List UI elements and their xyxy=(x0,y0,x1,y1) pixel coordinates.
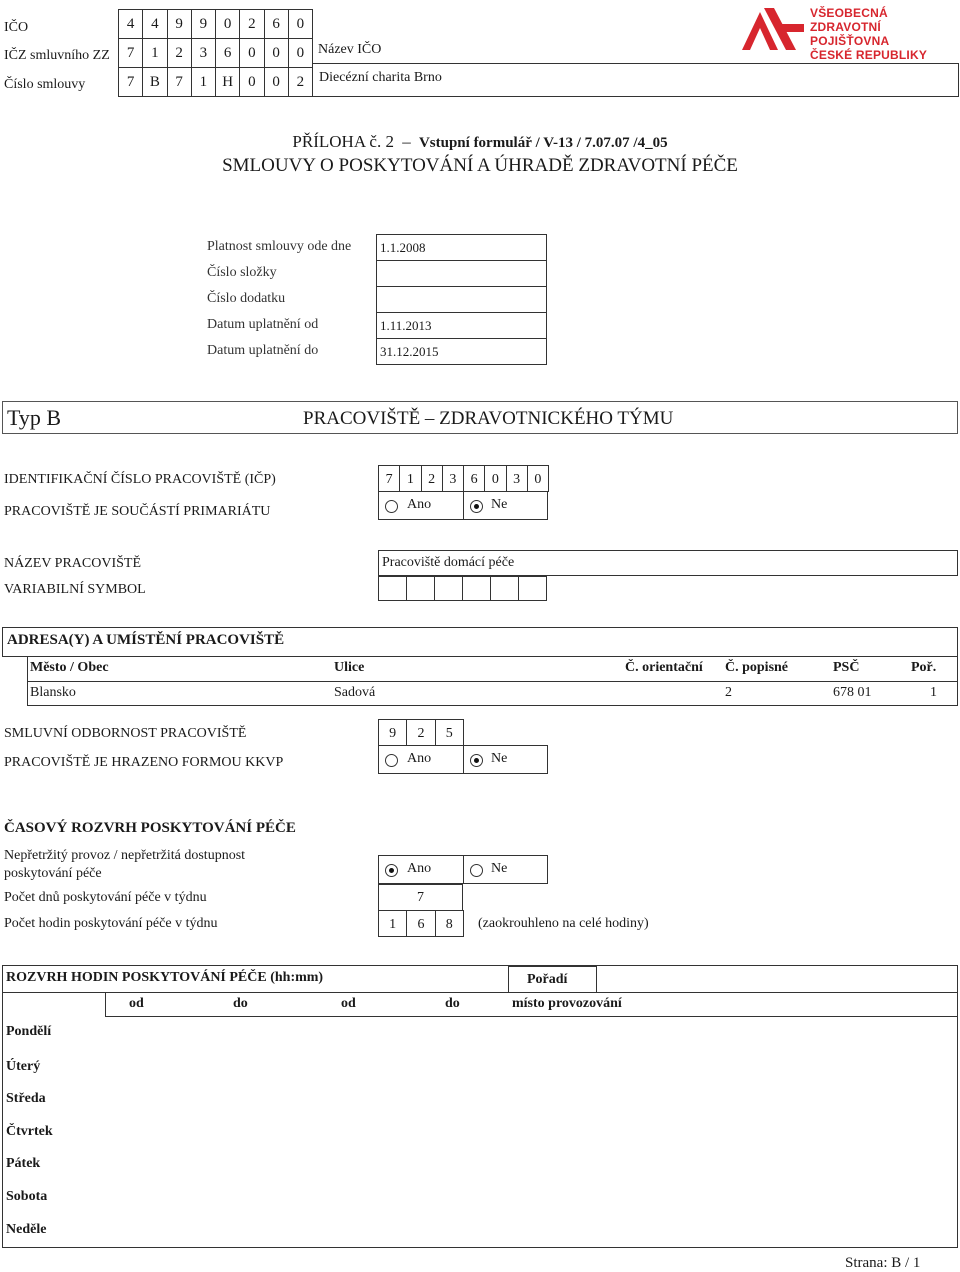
icp-digit[interactable]: 3 xyxy=(442,465,464,492)
smlouva-label: Číslo smlouvy xyxy=(4,77,86,92)
odbornost-digit[interactable]: 5 xyxy=(435,719,464,746)
kkvp-ano-label: Ano xyxy=(407,751,432,766)
odbornost-label: SMLUVNÍ ODBORNOST PRACOVIŠTĚ xyxy=(4,726,247,741)
vzp-logo xyxy=(738,4,960,62)
days-value: 7 xyxy=(417,890,424,905)
address-mesto: Blansko xyxy=(30,685,76,700)
continuous-ne-radio[interactable] xyxy=(470,864,483,877)
hours-table-title: ROZVRH HODIN POSKYTOVÁNÍ PÉČE (hh:mm) xyxy=(6,970,324,985)
logo-line-1: VŠEOBECNÁ xyxy=(810,6,888,20)
nazev-pracoviste-value: Pracoviště domácí péče xyxy=(382,555,515,570)
validity-field[interactable] xyxy=(376,338,547,365)
odbornost-digit[interactable]: 2 xyxy=(406,719,435,746)
validity-field[interactable] xyxy=(376,260,547,287)
address-section xyxy=(2,627,958,657)
type-label: Typ B xyxy=(7,405,62,430)
hours-table xyxy=(2,965,958,1248)
icz-digit[interactable]: 2 xyxy=(167,38,192,68)
hours-table-day: Neděle xyxy=(6,1222,47,1237)
ico-digit[interactable]: 4 xyxy=(142,9,167,39)
hours-table-day: Středa xyxy=(6,1091,46,1106)
kkvp-ano-radio[interactable] xyxy=(385,754,398,767)
hours-digit[interactable]: 6 xyxy=(406,910,435,937)
ico-digit[interactable]: 0 xyxy=(288,9,313,39)
variabilni-symbol-cell[interactable] xyxy=(518,576,547,601)
smlouva-digit[interactable]: 7 xyxy=(167,67,192,97)
ico-digit[interactable]: 9 xyxy=(191,9,216,39)
icz-label: IČZ smluvního ZZ xyxy=(4,48,110,63)
variabilni-symbol-cell[interactable] xyxy=(462,576,491,601)
primariat-ano-label: Ano xyxy=(407,497,432,512)
nazev-pracoviste-label: NÁZEV PRACOVIŠTĚ xyxy=(4,556,142,571)
ico-digit[interactable]: 9 xyxy=(167,9,192,39)
variabilni-symbol-label: VARIABILNÍ SYMBOL xyxy=(4,582,146,597)
smlouva-digit[interactable]: 2 xyxy=(288,67,313,97)
icz-digit[interactable]: 0 xyxy=(264,38,289,68)
hours-table-day: Úterý xyxy=(6,1059,41,1074)
primariat-label: PRACOVIŠTĚ JE SOUČÁSTÍ PRIMARIÁTU xyxy=(4,504,271,519)
address-row[interactable] xyxy=(27,681,958,706)
ico-digit[interactable]: 2 xyxy=(239,9,264,39)
icp-digit[interactable]: 3 xyxy=(506,465,528,492)
hours-label: Počet hodin poskytování péče v týdnu xyxy=(4,916,218,931)
validity-field[interactable] xyxy=(376,312,547,339)
address-col-mesto: Město / Obec xyxy=(30,660,109,675)
address-col-psc: PSČ xyxy=(833,660,860,675)
address-col-popisne: Č. popisné xyxy=(725,660,789,675)
address-ulice: Sadová xyxy=(334,685,376,700)
nazev-ico-field[interactable] xyxy=(312,63,959,96)
hours-table-day: Pátek xyxy=(6,1156,41,1171)
validity-field[interactable] xyxy=(376,286,547,313)
icz-digit[interactable]: 0 xyxy=(288,38,313,68)
hours-col-do-1: do xyxy=(233,996,248,1011)
primariat-ne-label: Ne xyxy=(491,497,508,512)
address-col-orientacni: Č. orientační xyxy=(625,660,703,675)
nazev-pracoviste-field[interactable] xyxy=(378,550,958,576)
address-section-title: ADRESA(Y) A UMÍSTĚNÍ PRACOVIŠTĚ xyxy=(7,632,285,648)
kkvp-label: PRACOVIŠTĚ JE HRAZENO FORMOU KKVP xyxy=(4,755,284,770)
continuous-ano-radio[interactable] xyxy=(385,864,398,877)
validity-label: Platnost smlouvy ode dne xyxy=(207,239,352,254)
variabilni-symbol-cell[interactable] xyxy=(378,576,407,601)
variabilni-symbol-cell[interactable] xyxy=(406,576,435,601)
type-banner xyxy=(2,401,958,434)
kkvp-ne-radio[interactable] xyxy=(470,754,483,767)
icp-digit[interactable]: 7 xyxy=(378,465,400,492)
variabilni-symbol-cell[interactable] xyxy=(434,576,463,601)
validity-value: 31.12.2015 xyxy=(380,344,439,359)
continuous-ano-label: Ano xyxy=(407,861,432,876)
nazev-ico-value: Diecézní charita Brno xyxy=(319,70,442,85)
ico-digit[interactable]: 6 xyxy=(264,9,289,39)
address-poradi: 1 xyxy=(930,685,937,700)
ico-label: IČO xyxy=(4,20,29,35)
validity-value: 1.11.2013 xyxy=(380,318,432,333)
kkvp-choice xyxy=(378,745,548,774)
hours-table-poradi-label: Pořadí xyxy=(527,972,568,987)
hours-col-od-2: od xyxy=(341,996,356,1011)
type-title: PRACOVIŠTĚ – ZDRAVOTNICKÉHO TÝMU xyxy=(303,408,674,429)
icz-digit[interactable]: 6 xyxy=(215,38,240,68)
icz-digit[interactable]: 1 xyxy=(142,38,167,68)
ico-digit[interactable]: 4 xyxy=(118,9,143,39)
hours-table-day: Pondělí xyxy=(6,1024,52,1039)
validity-field[interactable] xyxy=(376,234,547,261)
ico-digit[interactable]: 0 xyxy=(215,9,240,39)
icz-digit[interactable]: 0 xyxy=(239,38,264,68)
icz-digit[interactable]: 7 xyxy=(118,38,143,68)
address-header-row xyxy=(27,656,958,682)
primariat-ano-radio[interactable] xyxy=(385,500,398,513)
validity-label: Číslo dodatku xyxy=(207,291,286,306)
primariat-ne-radio[interactable] xyxy=(470,500,483,513)
smlouva-digit[interactable]: H xyxy=(215,67,240,97)
hours-note: (zaokrouhleno na celé hodiny) xyxy=(478,916,649,931)
odbornost-digit[interactable]: 9 xyxy=(378,719,407,746)
smlouva-digit[interactable]: 0 xyxy=(239,67,264,97)
smlouva-digit[interactable]: 0 xyxy=(264,67,289,97)
smlouva-digit[interactable]: 1 xyxy=(191,67,216,97)
continuous-label-1: Nepřetržitý provoz / nepřetržitá dostupnost xyxy=(4,848,246,863)
logo-line-3: ČESKÉ REPUBLIKY xyxy=(810,48,928,62)
address-col-poradi: Poř. xyxy=(911,660,937,675)
hours-col-do-2: do xyxy=(445,996,460,1011)
address-col-ulice: Ulice xyxy=(334,660,365,675)
icp-digit[interactable]: 0 xyxy=(484,465,506,492)
address-psc: 678 01 xyxy=(833,685,872,700)
smlouva-digit[interactable]: 7 xyxy=(118,67,143,97)
vzp-logo-mark xyxy=(738,4,808,52)
hours-col-od-1: od xyxy=(129,996,144,1011)
address-popisne: 2 xyxy=(725,685,732,700)
page-number: Strana: B / 1 xyxy=(845,1255,921,1271)
continuous-choice xyxy=(378,855,548,884)
hours-table-day: Čtvrtek xyxy=(6,1124,53,1139)
validity-value: 1.1.2008 xyxy=(380,240,426,255)
variabilni-symbol-cell[interactable] xyxy=(490,576,519,601)
validity-label: Datum uplatnění do xyxy=(207,343,319,358)
form-title-line-1: PŘÍLOHA č. 2 – Vstupní formulář / V-13 / 7.07.07 /4_05 xyxy=(292,132,668,151)
icp-digit[interactable]: 2 xyxy=(421,465,443,492)
smlouva-digit[interactable]: B xyxy=(142,67,167,97)
form-title-line-2: SMLOUVY O POSKYTOVÁNÍ A ÚHRADĚ ZDRAVOTNÍ PÉČE xyxy=(222,155,738,176)
hours-digit[interactable]: 8 xyxy=(435,910,464,937)
icp-digit[interactable]: 0 xyxy=(527,465,549,492)
hours-col-misto: místo provozování xyxy=(512,996,622,1011)
icp-digit[interactable]: 1 xyxy=(399,465,421,492)
schedule-section-title: ČASOVÝ ROZVRH POSKYTOVÁNÍ PÉČE xyxy=(4,820,296,836)
icp-digit[interactable]: 6 xyxy=(463,465,485,492)
primariat-choice xyxy=(378,491,548,520)
icz-digit[interactable]: 3 xyxy=(191,38,216,68)
days-field[interactable] xyxy=(378,884,463,911)
days-label: Počet dnů poskytování péče v týdnu xyxy=(4,890,207,905)
validity-label: Datum uplatnění od xyxy=(207,317,319,332)
nazev-ico-label: Název IČO xyxy=(318,42,382,57)
continuous-ne-label: Ne xyxy=(491,861,508,876)
icp-label: IDENTIFIKAČNÍ ČÍSLO PRACOVIŠTĚ (IČP) xyxy=(4,472,276,487)
logo-line-2: ZDRAVOTNÍ POJIŠŤOVNA xyxy=(810,20,890,48)
continuous-label-2: poskytování péče xyxy=(4,866,102,881)
hours-digit[interactable]: 1 xyxy=(378,910,407,937)
kkvp-ne-label: Ne xyxy=(491,751,508,766)
hours-table-day: Sobota xyxy=(6,1189,48,1204)
validity-label: Číslo složky xyxy=(207,265,277,280)
